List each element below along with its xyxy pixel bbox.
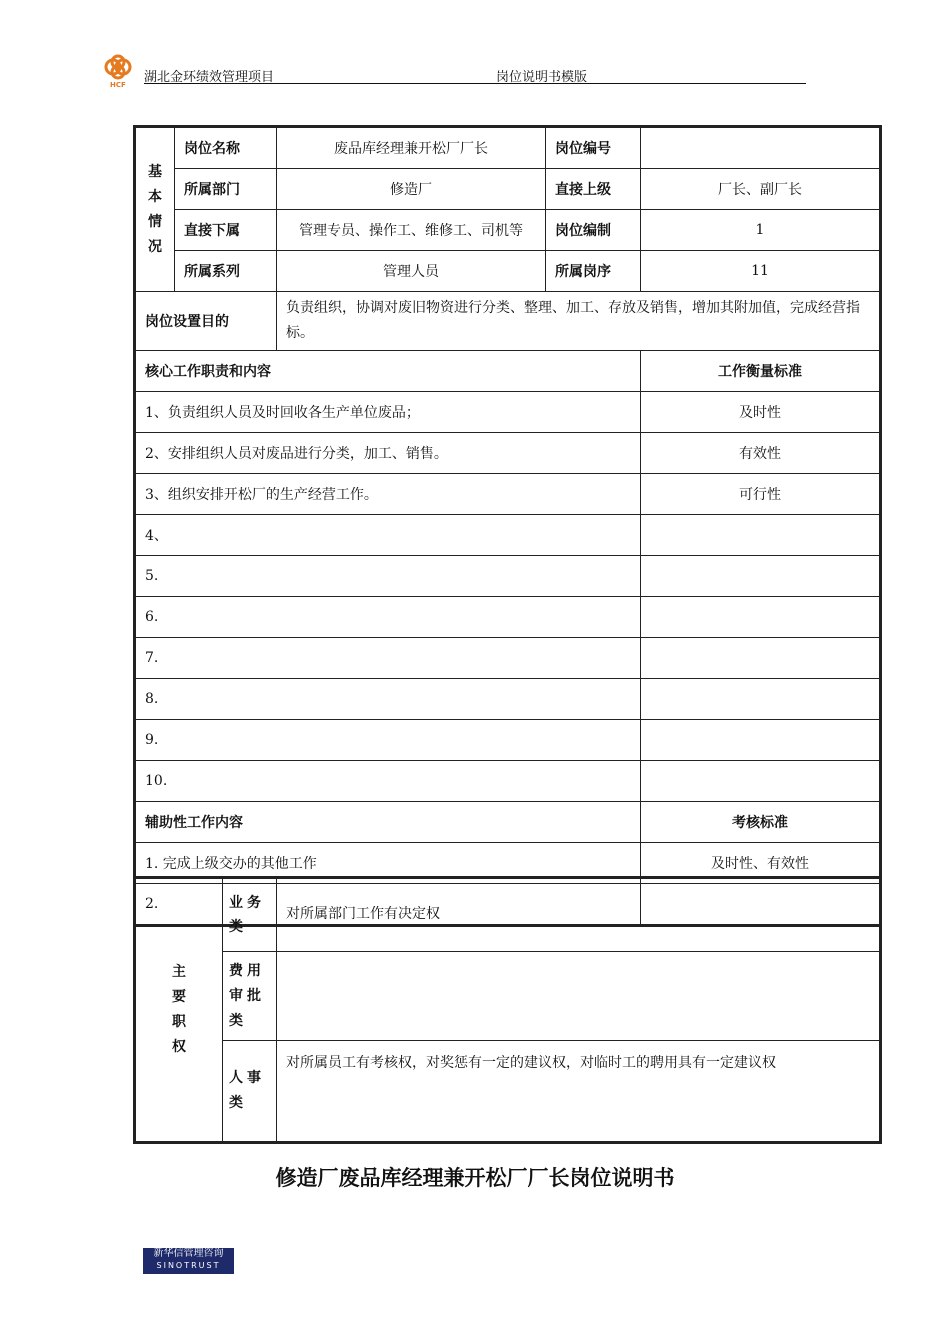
headcount-label: 岗位编制	[546, 210, 641, 251]
table-row	[135, 761, 881, 802]
basic-section-label: 基 本 情 况	[135, 127, 175, 292]
duty-standard	[641, 720, 881, 761]
table-row	[135, 392, 881, 433]
grade-value: 11	[641, 251, 881, 292]
duty-standard	[641, 638, 881, 679]
dept-value: 修造厂	[277, 169, 546, 210]
sinotrust-logo	[143, 1248, 234, 1274]
authority-text-expense	[277, 952, 881, 1041]
duty-standard: 可行性	[641, 474, 881, 515]
table-row	[135, 515, 881, 556]
footer-en: SINOTRUST	[156, 1261, 221, 1270]
position-name-label: 岗位名称	[175, 127, 277, 169]
svg-text:HCF: HCF	[110, 81, 126, 88]
table-row	[135, 597, 881, 638]
duty-text: 8.	[135, 679, 641, 720]
authority-type-personnel: 人事类	[223, 1041, 277, 1143]
duty-standard	[641, 679, 881, 720]
duty-standard	[641, 761, 881, 802]
position-code-value	[641, 127, 881, 169]
footer-cn: 新华信管理咨询	[153, 1248, 224, 1259]
job-description-table	[133, 125, 882, 927]
duty-text: 2.	[135, 884, 641, 926]
authority-table	[133, 876, 882, 1144]
core-rows	[135, 392, 881, 802]
page-header	[100, 54, 806, 86]
authority-type-expense: 费用审批类	[223, 952, 277, 1041]
duty-text: 1、负责组织人员及时回收各生产单位废品；	[135, 392, 641, 433]
table-row	[135, 433, 881, 474]
series-label: 所属系列	[175, 251, 277, 292]
aux-std-header: 考核标准	[641, 802, 881, 843]
headcount-value: 1	[641, 210, 881, 251]
duty-standard: 及时性、有效性	[641, 843, 881, 884]
core-std-header: 工作衡量标准	[641, 351, 881, 392]
duty-text: 7.	[135, 638, 641, 679]
authority-type-business: 业务类	[223, 878, 277, 952]
grade-label: 所属岗序	[546, 251, 641, 292]
table-row	[135, 679, 881, 720]
header-rule	[144, 83, 806, 84]
subordinate-value: 管理专员、操作工、维修工、司机等	[277, 210, 546, 251]
dept-label: 所属部门	[175, 169, 277, 210]
duty-text: 1. 完成上级交办的其他工作	[135, 843, 641, 884]
aux-header: 辅助性工作内容	[135, 802, 641, 843]
duty-standard	[641, 597, 881, 638]
table-row	[135, 556, 881, 597]
duty-standard	[641, 515, 881, 556]
series-value: 管理人员	[277, 251, 546, 292]
hcf-logo-icon	[100, 54, 140, 88]
authority-text-business: 对所属部门工作有决定权	[277, 878, 881, 952]
header-org: 湖北金环绩效管理项目	[144, 70, 275, 85]
duty-text: 6.	[135, 597, 641, 638]
duty-text: 10.	[135, 761, 641, 802]
duty-standard: 及时性	[641, 392, 881, 433]
duty-text: 2、安排组织人员对废品进行分类，加工、销售。	[135, 433, 641, 474]
superior-label: 直接上级	[546, 169, 641, 210]
duty-standard	[641, 556, 881, 597]
position-name-value: 废品库经理兼开松厂厂长	[277, 127, 546, 169]
subordinate-label: 直接下属	[175, 210, 277, 251]
authority-text-personnel: 对所属员工有考核权，对奖惩有一定的建议权，对临时工的聘用具有一定建议权	[277, 1041, 881, 1143]
table-row	[135, 474, 881, 515]
superior-value: 厂长、副厂长	[641, 169, 881, 210]
duty-text: 3、组织安排开松厂的生产经营工作。	[135, 474, 641, 515]
table-row	[135, 720, 881, 761]
header-template: 岗位说明书模版	[496, 70, 588, 85]
purpose-text: 负责组织，协调对废旧物资进行分类、整理、加工、存放及销售，增加其附加值，完成经营指标。	[277, 292, 881, 351]
duty-text: 4、	[135, 515, 641, 556]
duty-text: 9.	[135, 720, 641, 761]
document-title: 修造厂废品库经理兼开松厂厂长岗位说明书	[275, 1166, 675, 1190]
table-row	[135, 638, 881, 679]
duty-standard: 有效性	[641, 433, 881, 474]
position-code-label: 岗位编号	[546, 127, 641, 169]
purpose-label: 岗位设置目的	[135, 292, 277, 351]
duty-text: 5.	[135, 556, 641, 597]
core-header: 核心工作职责和内容	[135, 351, 641, 392]
authority-label: 主 要 职 权	[135, 878, 223, 1143]
